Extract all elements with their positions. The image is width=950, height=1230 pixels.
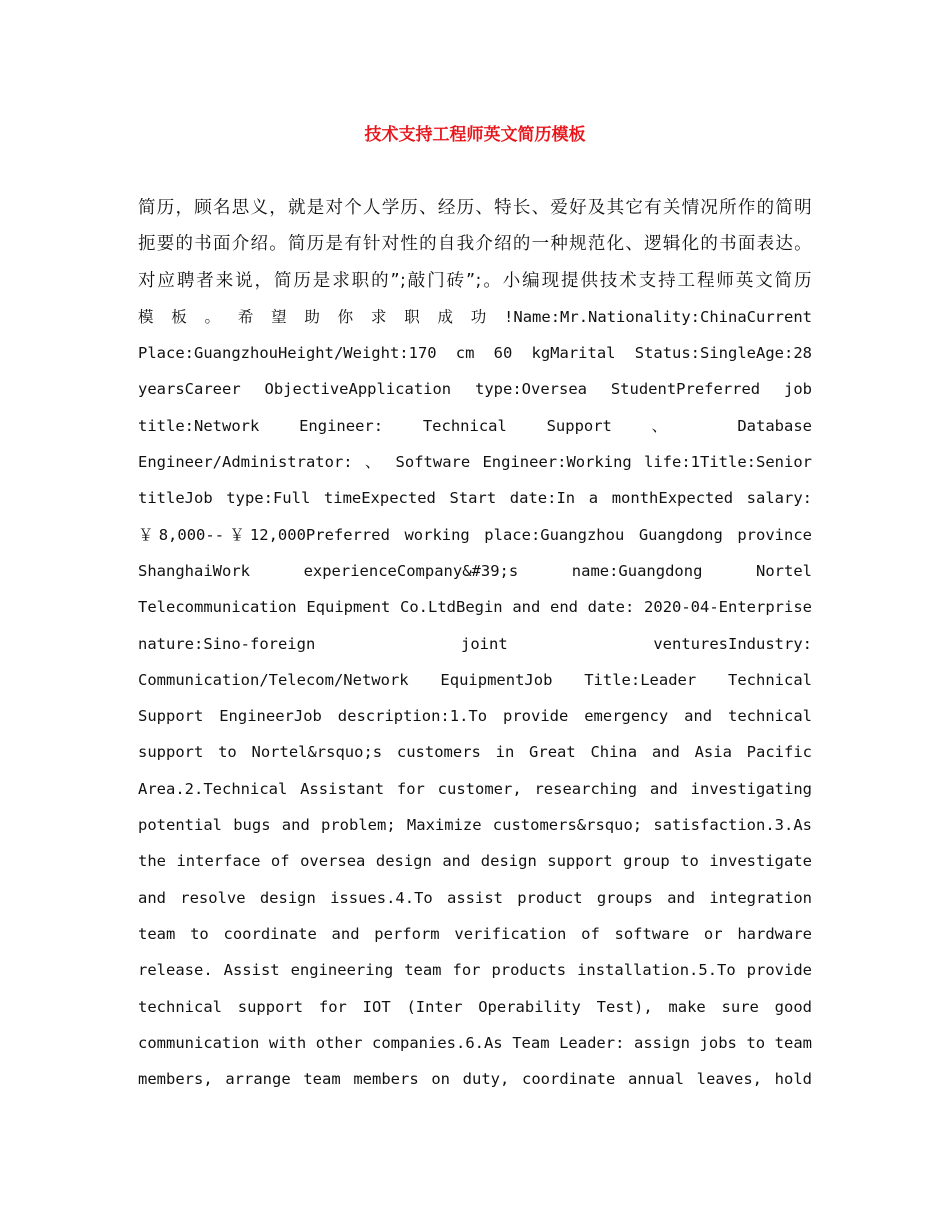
body-line: titleJob type:Full timeExpected Start date:In a monthExpected salary:	[138, 489, 812, 508]
body-line: 模 板 。 希 望 助 你 求 职 成 功 !Name:Mr.Nationality:ChinaCurrent	[138, 307, 812, 326]
body-line: 对应聘者来说，简历是求职的”;敲门砖”;。小编现提供技术支持工程师英文简历	[138, 270, 812, 291]
body-line: Telecommunication Equipment Co.LtdBegin and end date: 2020-04-Enterprise	[138, 598, 812, 617]
body-line: 扼要的书面介绍。简历是有针对性的自我介绍的一种规范化、逻辑化的书面表达。	[138, 234, 812, 255]
body-line: 简历，顾名思义，就是对个人学历、经历、特长、爱好及其它有关情况所作的简明	[138, 198, 812, 218]
body-line: Support EngineerJob description:1.To provide emergency and technical	[138, 707, 812, 726]
document-body	[138, 190, 812, 1097]
document-title: 技术支持工程师英文简历模板	[364, 125, 586, 145]
body-line: yearsCareer ObjectiveApplication type:Oversea StudentPreferred job	[138, 380, 812, 399]
body-line: ￥8,000--￥12,000Preferred working place:Guangzhou Guangdong province	[138, 525, 812, 544]
body-line: technical support for IOT (Inter Operability Test), make sure good	[138, 997, 812, 1016]
body-line: the interface of oversea design and design support group to investigate	[138, 852, 812, 871]
body-line: support to Nortel&rsquo;s customers in Great China and Asia Pacific	[138, 743, 812, 762]
body-line: members, arrange team members on duty, coordinate annual leaves, hold	[138, 1070, 812, 1089]
body-line: team to coordinate and perform verification of software or hardware	[138, 924, 812, 943]
body-line: Communication/Telecom/Network EquipmentJob Title:Leader Technical	[138, 670, 812, 689]
body-line: nature:Sino-foreign joint venturesIndustry:	[138, 634, 812, 653]
body-line: Place:GuangzhouHeight/Weight:170 cm 60 kgMarital Status:SingleAge:28	[138, 344, 812, 363]
body-line: title:Network Engineer: Technical Support 、 Database	[138, 416, 812, 435]
body-line: release. Assist engineering team for products installation.5.To provide	[138, 961, 812, 980]
body-line: potential bugs and problem; Maximize customers&rsquo; satisfaction.3.As	[138, 816, 812, 835]
body-line: communication with other companies.6.As Team Leader: assign jobs to team	[138, 1033, 812, 1052]
body-line: Area.2.Technical Assistant for customer, researching and investigating	[138, 779, 812, 798]
body-line: Engineer/Administrator: 、 Software Engineer:Working life:1Title:Senior	[138, 453, 812, 472]
body-line: ShanghaiWork experienceCompany&#39;s name:Guangdong Nortel	[138, 561, 812, 580]
body-line: and resolve design issues.4.To assist product groups and integration	[138, 888, 812, 907]
